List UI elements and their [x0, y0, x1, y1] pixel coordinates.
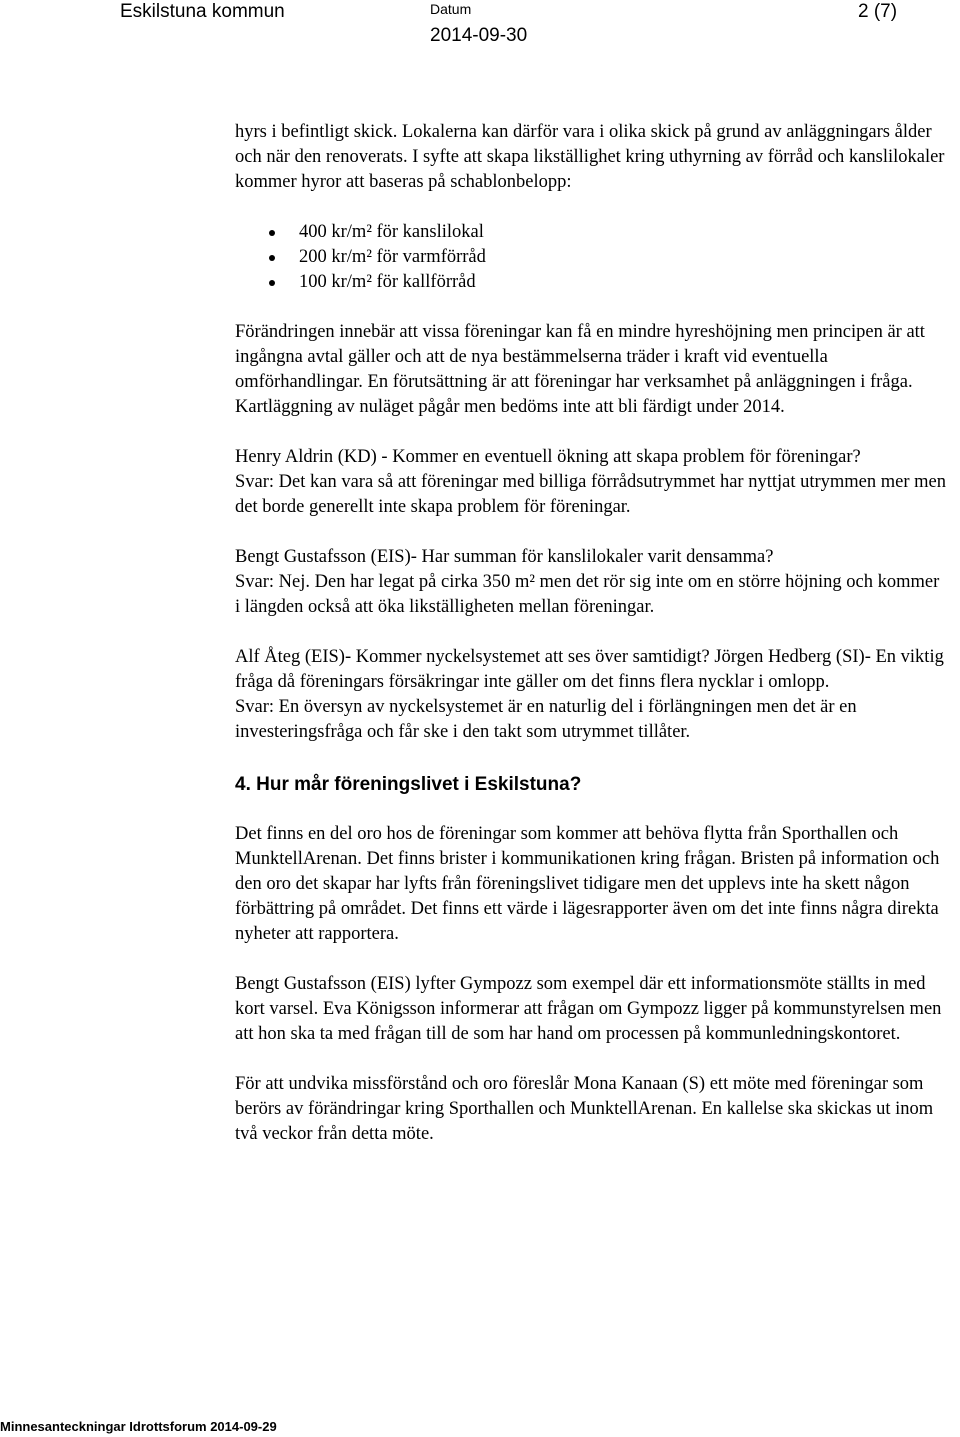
footer-text: Minnesanteckningar Idrottsforum 2014-09-29 — [0, 1419, 277, 1434]
question-alf-ateg: Alf Åteg (EIS)- Kommer nyckelsystemet att ses över samtidigt? Jörgen Hedberg (SI)- En viktig fråga då föreningars försäkringar inte gäller om det finns flera nycklar i omlopp. — [235, 647, 944, 692]
rate-item-cold-storage: 100 kr/m² för kallförråd — [235, 270, 947, 295]
rate-item-warm-storage: 200 kr/m² för varmförråd — [235, 245, 947, 270]
rate-item-office: 400 kr/m² för kanslilokal — [235, 220, 947, 245]
paragraph-concern: Det finns en del oro hos de föreningar som kommer att behöva flytta från Sporthallen och MunktellArenan. Det finns brister i kommunikationen kring frågan. Bristen på information och den oro det skapar har lyfts från föreningslivet tidigare men det upplevs inte ha skett någon förbättring på området. Det finns ett värde i lägesrapporter även om det inte finns några direkta nyheter att rapportera. — [235, 824, 940, 944]
document-date: 2014-09-30 — [430, 25, 528, 46]
paragraph-proposal: För att undvika missförstånd och oro föreslår Mona Kanaan (S) ett möte med föreningar som berörs av förändringar kring Sporthallen och MunktellArenan. En kallelse ska skickas ut inom två veckor från detta möte. — [235, 1074, 934, 1144]
paragraph-change: Förändringen innebär att vissa föreningar kan få en mindre hyreshöjning men principen är att ingångna avtal gäller och att de nya bestämmelserna träder i kraft vid eventuella omförhandlingar. En förutsättning är att föreningar har verksamhet på anläggningen i fråga. Kartläggning av nuläget pågår men bedöms inte att bli färdigt under 2014. — [235, 322, 925, 417]
answer-bengt-gustafsson: Svar: Nej. Den har legat på cirka 350 m² men det rör sig inte om en större höjning och kommer i längden också att öka likställigheten mellan föreningar. — [235, 572, 940, 617]
paragraph-rent: hyrs i befintligt skick. Lokalerna kan därför vara i olika skick på grund av anläggningars ålder och när den renoverats. I syfte att skapa likställighet kring uthyrning av förråd och kanslilokaler kommer hyror att baseras på schablonbelopp: — [235, 122, 945, 192]
date-label: Datum — [430, 1, 472, 17]
answer-alf-ateg: Svar: En översyn av nyckelsystemet är en naturlig del i förlängningen men det är en investeringsfråga och får ske i den takt som utrymmet tillåter. — [235, 697, 857, 742]
section-heading: 4. Hur mår föreningslivet i Eskilstuna? — [235, 774, 582, 795]
question-bengt-gustafsson: Bengt Gustafsson (EIS)- Har summan för kanslilokaler varit densamma? — [235, 547, 774, 567]
answer-henry-aldrin: Svar: Det kan vara så att föreningar med billiga förrådsutrymmet har nyttjat utrymmen mer men det borde generellt inte skapa problem för föreningar. — [235, 472, 946, 517]
page-number: 2 (7) — [858, 1, 898, 22]
organization-name: Eskilstuna kommun — [120, 1, 285, 22]
question-henry-aldrin: Henry Aldrin (KD) - Kommer en eventuell ökning att skapa problem för föreningar? — [235, 447, 861, 467]
document-body — [235, 120, 947, 1147]
paragraph-gympozz: Bengt Gustafsson (EIS) lyfter Gympozz som exempel där ett informationsmöte ställts in med kort varsel. Eva Königsson informerar att frågan om Gympozz ligger på kommunstyrelsen men att hon ska ta med frågan till de som har hand om processen på kommunledningskontoret. — [235, 974, 942, 1044]
rate-list — [235, 220, 947, 295]
